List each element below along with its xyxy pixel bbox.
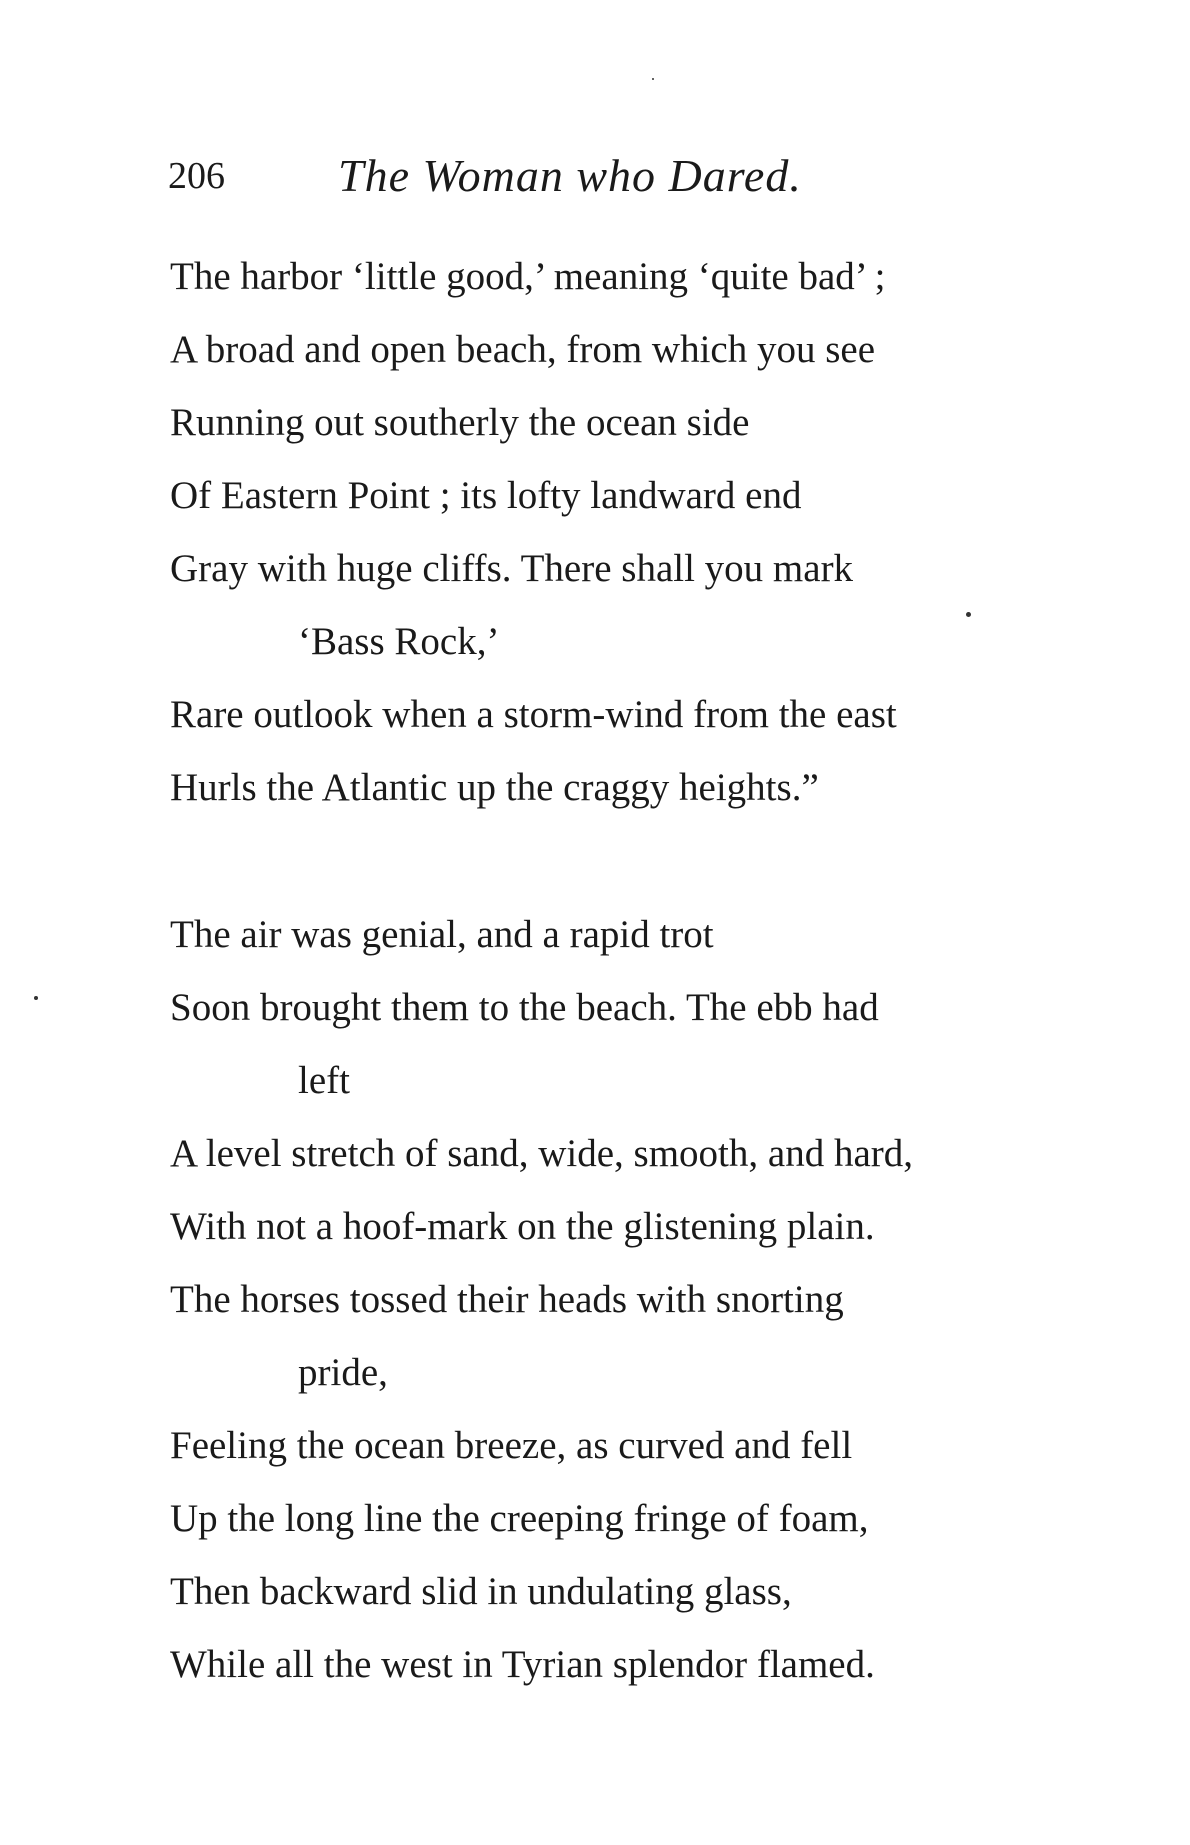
verse-line-continuation: pride, — [298, 1351, 388, 1394]
verse-line: Soon brought them to the beach. The ebb had — [170, 986, 879, 1029]
running-title: The Woman who Dared. — [338, 150, 802, 201]
verse-line-continuation: ‘Bass Rock,’ — [298, 620, 500, 663]
verse-line: Feeling the ocean breeze, as curved and fell — [170, 1424, 853, 1467]
verse-line: Rare outlook when a storm-wind from the east — [170, 693, 897, 736]
verse-line: Up the long line the creeping fringe of foam, — [170, 1497, 869, 1540]
verse-line: With not a hoof-mark on the glistening plain. — [170, 1205, 875, 1248]
stanza-1 — [170, 240, 897, 824]
verse-line: Running out southerly the ocean side — [170, 401, 750, 444]
stanza-2 — [170, 898, 913, 1701]
verse-line: Gray with huge cliffs. There shall you mark — [170, 547, 854, 590]
verse-line: Of Eastern Point ; its lofty landward end — [170, 474, 802, 517]
ink-speck — [966, 612, 971, 617]
verse-line: While all the west in Tyrian splendor flamed. — [170, 1643, 875, 1686]
verse-line-continuation: left — [298, 1059, 350, 1102]
verse-line: The air was genial, and a rapid trot — [170, 913, 714, 956]
page-header — [168, 148, 1068, 204]
verse-line: A level stretch of sand, wide, smooth, and hard, — [170, 1132, 913, 1175]
ink-speck — [34, 996, 38, 1000]
verse-line: The harbor ‘little good,’ meaning ‘quite bad’ ; — [170, 255, 886, 298]
verse-line: Then backward slid in undulating glass, — [170, 1570, 792, 1613]
page-number: 206 — [168, 155, 225, 197]
verse-line: A broad and open beach, from which you see — [170, 328, 876, 371]
verse-line: Hurls the Atlantic up the craggy heights.” — [170, 766, 819, 809]
ink-speck — [652, 78, 654, 80]
verse-line: The horses tossed their heads with snorting — [170, 1278, 844, 1321]
